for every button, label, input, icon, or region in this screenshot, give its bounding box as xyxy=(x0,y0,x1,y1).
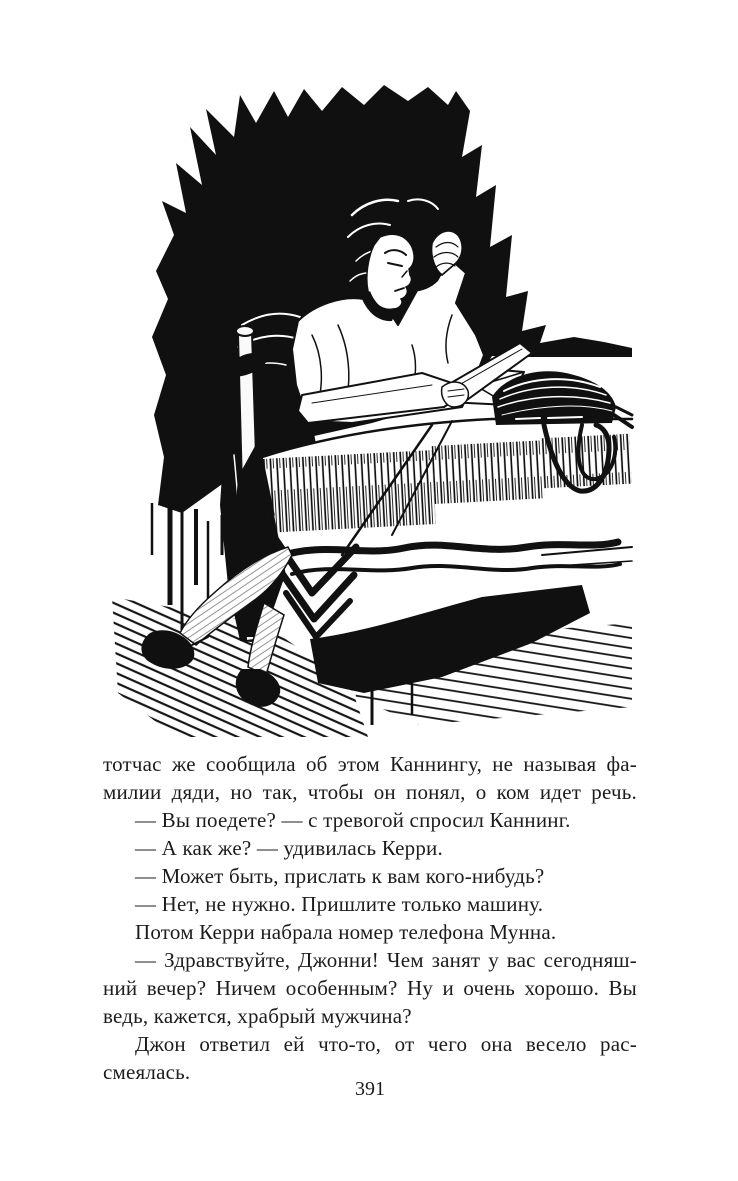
text-line: Джон ответил ей что-то, от чего она весело рас- xyxy=(135,1032,637,1056)
text-line: ний вечер? Ничем особенным? Ну и очень хорошо. Вы xyxy=(103,976,637,1000)
text-line: — Нет, не нужно. Пришлите только машину. xyxy=(135,892,544,916)
text-line: ведь, кажется, храбрый мужчина? xyxy=(103,1004,412,1028)
book-illustration xyxy=(112,85,648,745)
page-number: 391 xyxy=(355,1078,385,1100)
text-line: — Может быть, прислать к вам кого-нибудь? xyxy=(135,864,545,888)
text-line: милии дяди, но так, чтобы он понял, о ком идет речь. xyxy=(103,780,637,804)
text-line: тотчас же сообщила об этом Каннингу, не называя фа- xyxy=(103,752,637,776)
text-line: — Здравствуйте, Джонни! Чем занят у вас сегодняш- xyxy=(135,948,637,972)
text-line: Потом Керри набрала номер телефона Мунна. xyxy=(135,920,557,944)
illustration-svg xyxy=(112,85,648,745)
text-block xyxy=(103,750,637,1086)
text-line: смеялась. xyxy=(103,1060,191,1084)
text-line: — Вы поедете? — с тревогой спросил Каннинг. xyxy=(135,808,571,832)
holding-hand xyxy=(442,382,469,407)
text-line: — А как же? — удивилась Керри. xyxy=(135,836,443,860)
